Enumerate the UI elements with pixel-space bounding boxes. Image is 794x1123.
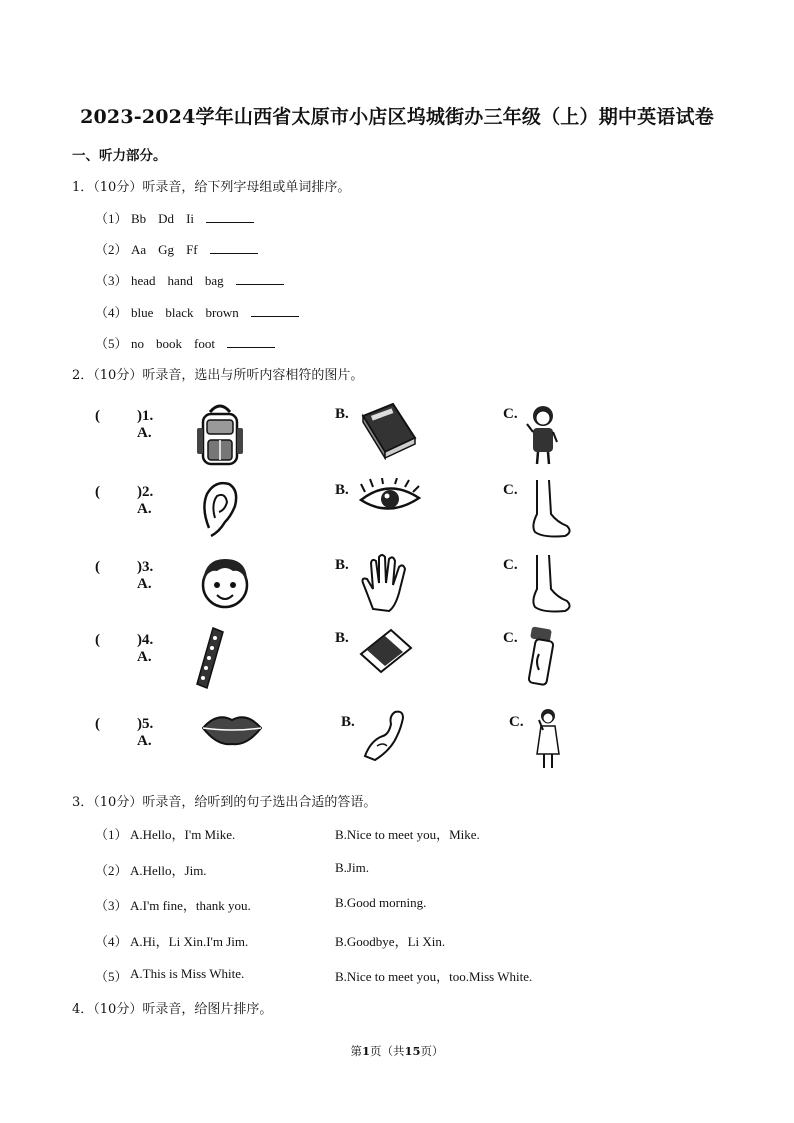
item-number: （3） — [95, 273, 128, 288]
glue-icon — [527, 626, 555, 686]
answer-paren[interactable]: ( )3. A. — [95, 559, 154, 592]
answer-blank[interactable] — [206, 210, 254, 223]
q3-item-number: （2） — [95, 863, 128, 878]
foot-icon — [523, 553, 573, 617]
eye-icon — [357, 478, 423, 518]
item-number: （4） — [95, 305, 128, 320]
foot-icon — [523, 478, 573, 542]
item-number: （5） — [95, 336, 128, 351]
book-icon — [357, 402, 419, 460]
q3-item-number: （4） — [95, 934, 128, 949]
answer-blank[interactable] — [227, 335, 275, 348]
item-word: book — [156, 336, 182, 351]
item-word: Gg — [158, 242, 175, 257]
item-word: brown — [205, 305, 239, 320]
item-word: Aa — [131, 242, 147, 257]
q1-item-4 — [95, 302, 299, 321]
q3-option-b[interactable]: B.Nice to meet you，too.Miss White. — [335, 969, 533, 984]
question-4-stem: 4．（10分）听录音，给图片排序。 — [72, 1002, 273, 1017]
q3-option-a[interactable]: A.Hello，Jim. — [130, 863, 207, 878]
mouth-icon — [201, 712, 263, 746]
page-title: 2023-2024学年山西省太原市小店区坞城街办三年级（上）期中英语试卷 — [80, 106, 714, 128]
answer-blank[interactable] — [251, 304, 299, 317]
q3-option-a[interactable]: A.Hi，Li Xin.I'm Jim. — [130, 934, 249, 949]
girl-icon — [523, 402, 563, 468]
woman-icon — [533, 706, 563, 772]
hand-icon — [359, 553, 409, 613]
q2-row-3: ( )3. A. B. C. — [95, 553, 615, 623]
item-word: Ii — [186, 211, 195, 226]
ruler-icon — [195, 626, 225, 690]
question-3-stem: 3．（10分）听录音，给听到的句子选出合适的答语。 — [72, 795, 377, 810]
q1-item-3 — [95, 270, 284, 289]
answer-paren[interactable]: ( )1. A. — [95, 408, 154, 441]
item-word: head — [131, 273, 156, 288]
item-number: （1） — [95, 211, 128, 226]
item-word: no — [131, 336, 144, 351]
item-word: black — [165, 305, 194, 320]
q2-row-5: ( )5. A. B. C. — [95, 706, 615, 776]
q3-option-b[interactable]: B.Goodbye，Li Xin. — [335, 934, 446, 949]
q3-option-b[interactable]: B.Nice to meet you，Mike. — [335, 827, 480, 842]
page-footer: 第1页（共15页） — [350, 1044, 444, 1058]
q1-item-5 — [95, 333, 275, 352]
arm-icon — [361, 706, 407, 764]
q3-option-b[interactable]: B.Good morning. — [335, 895, 427, 910]
backpack-icon — [195, 402, 245, 468]
q3-item-number: （5） — [95, 969, 128, 984]
q3-item-number: （3） — [95, 898, 128, 913]
eraser-icon — [357, 626, 415, 676]
q2-row-2: ( )2. A. B. C. — [95, 478, 615, 548]
answer-paren[interactable]: ( )4. A. — [95, 632, 154, 665]
q3-option-a[interactable]: A.I'm fine，thank you. — [130, 898, 251, 913]
q1-item-2 — [95, 239, 258, 258]
section-heading-listening: 一、听力部分。 — [72, 148, 167, 164]
ear-icon — [199, 478, 241, 542]
q3-option-b[interactable]: B.Jim. — [335, 860, 369, 875]
answer-paren[interactable]: ( )5. A. — [95, 716, 154, 749]
answer-blank[interactable] — [236, 272, 284, 285]
item-word: Dd — [158, 211, 175, 226]
item-word: foot — [194, 336, 215, 351]
q3-option-a[interactable]: A.Hello，I'm Mike. — [130, 827, 236, 842]
answer-blank[interactable] — [210, 241, 258, 254]
item-word: blue — [131, 305, 154, 320]
answer-paren[interactable]: ( )2. A. — [95, 484, 154, 517]
q2-row-4: ( )4. A. B. C. — [95, 626, 615, 696]
item-word: Bb — [131, 211, 147, 226]
question-1-stem: 1．（10分）听录音，给下列字母组或单词排序。 — [72, 180, 351, 195]
question-2-stem: 2．（10分）听录音，选出与所听内容相符的图片。 — [72, 368, 364, 383]
q3-item-number: （1） — [95, 827, 128, 842]
item-word: hand — [167, 273, 193, 288]
face-icon — [197, 553, 253, 613]
item-word: Ff — [186, 242, 198, 257]
q1-item-1 — [95, 208, 254, 227]
q2-row-1: ( )1. A. B. C. — [95, 402, 615, 472]
item-number: （2） — [95, 242, 128, 257]
q3-option-a[interactable]: A.This is Miss White. — [130, 966, 245, 981]
item-word: bag — [204, 273, 224, 288]
